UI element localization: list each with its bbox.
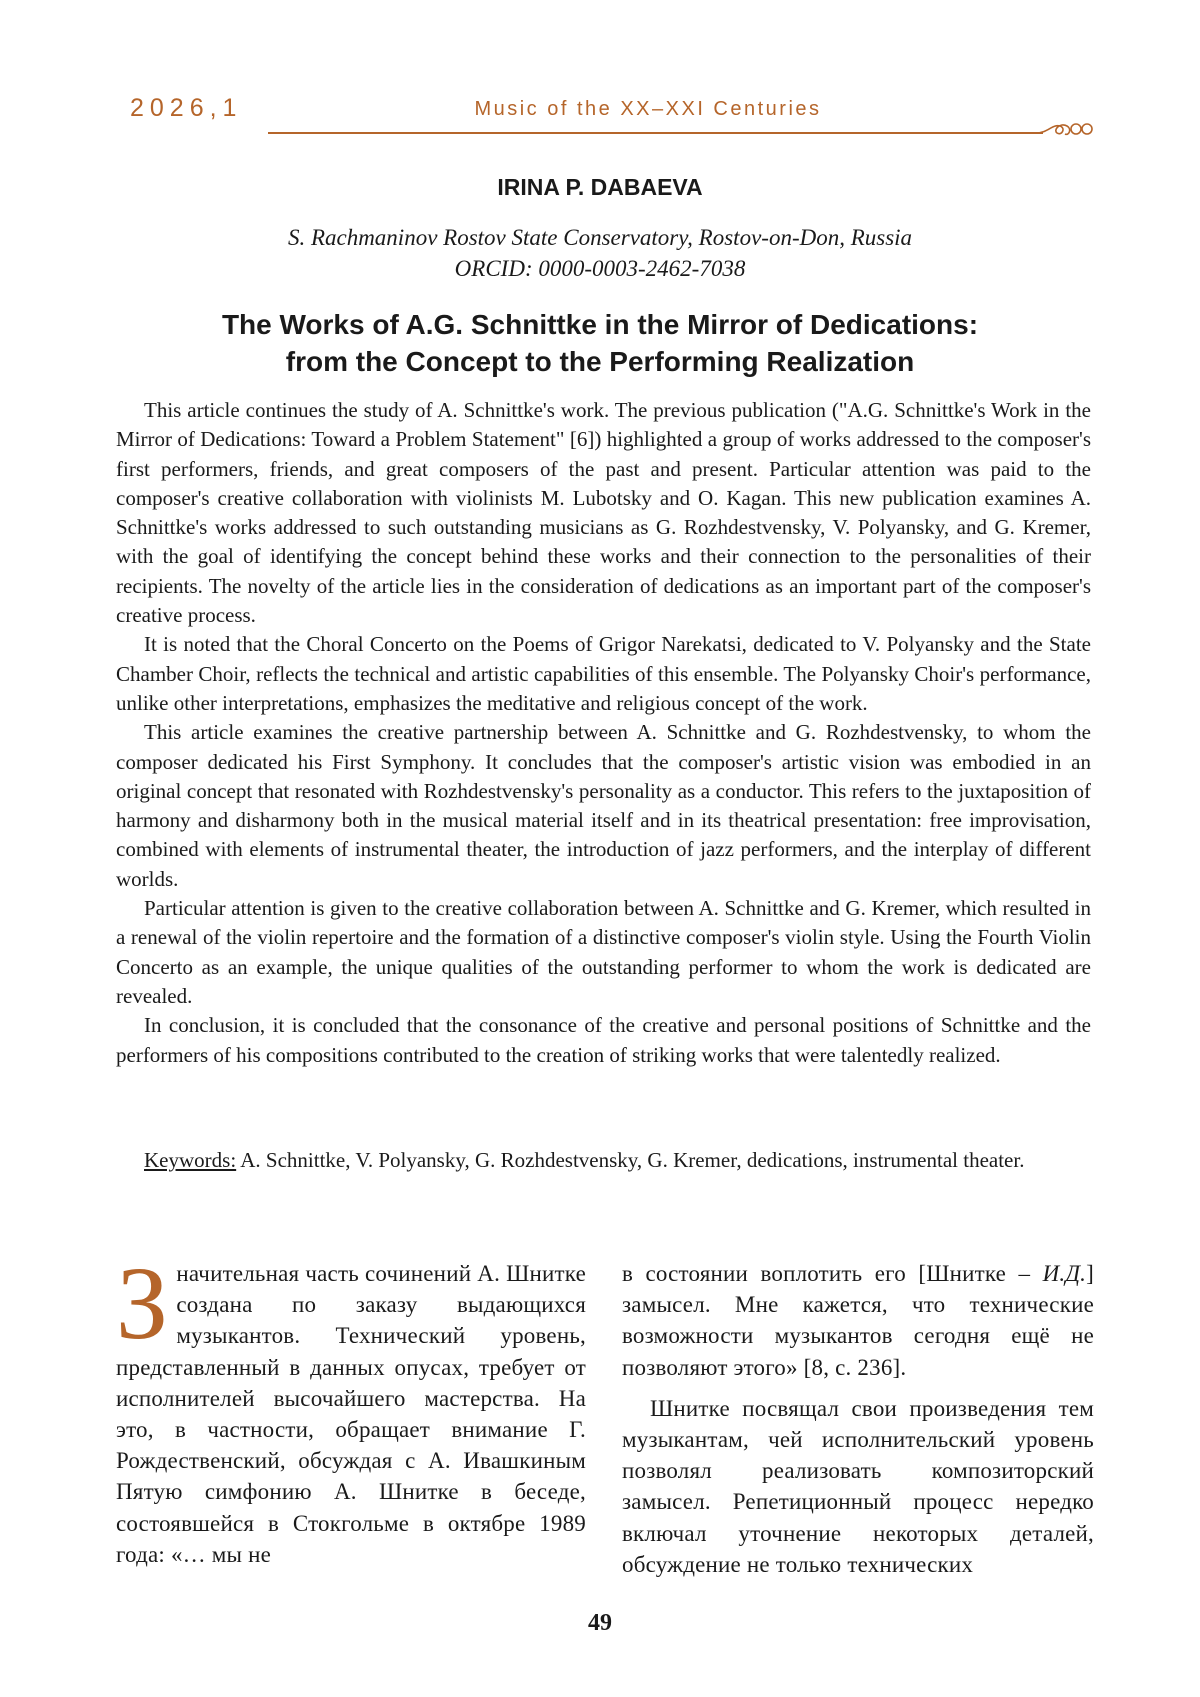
body-column-left <box>116 1246 586 1570</box>
title-line-2: from the Concept to the Performing Realization <box>285 346 915 377</box>
page-number: 49 <box>588 1610 612 1636</box>
article-title <box>0 306 1200 380</box>
quote-text-end: ] замысел. Мне кажется, что технические возможности музыкантов сегодня ещё не позволяют этого» [8, с. 236]. <box>622 1261 1094 1380</box>
abstract-paragraph: Particular attention is given to the creative collaboration between A. Schnittke and G. Kremer, which resulted in a renewal of the violin repertoire and the formation of a distinctive composer's violin style. Using the Fourth Violin Concerto as an example, the unique qualities of the outstanding performer to whom the work is dedicated are revealed. <box>116 896 1091 1008</box>
quote-text: в состоянии воплотить его [Шнитке – <box>622 1261 1043 1286</box>
body-column-right <box>622 1258 1094 1580</box>
flourish-ornament-icon <box>1036 114 1096 142</box>
header-rule <box>268 132 1043 134</box>
abstract <box>116 396 1091 1070</box>
keywords-text: A. Schnittke, V. Polyansky, G. Rozhdestvensky, G. Kremer, dedications, instrumental theater. <box>236 1148 1025 1172</box>
keywords-label: Keywords: <box>144 1148 237 1172</box>
abstract-paragraph: In conclusion, it is concluded that the consonance of the creative and personal positions of Schnittke and the performers of his compositions contributed to the creation of striking works that were talentedly realized. <box>116 1013 1091 1067</box>
issue-number: 2026,1 <box>130 94 243 122</box>
journal-title: Music of the XX–XXI Centuries <box>474 98 822 120</box>
body-paragraph <box>622 1258 1094 1383</box>
running-header <box>0 0 1200 150</box>
abstract-paragraph: This article examines the creative partnership between A. Schnittke and G. Rozhdestvensky, to whom the composer dedicated his First Symphony. It concludes that the composer's artistic vision was embodied in an original concept that resonated with Rozhdestvensky's personality as a conductor. This refers to the juxtaposition of harmony and disharmony both in the musical material itself and in its theatrical presentation: free improvisation, combined with elements of instrumental theater, the introduction of jazz performers, and the interplay of different worlds. <box>116 720 1091 891</box>
body-text-left: начительная часть сочинений А. Шнитке создана по заказу выдающихся музыкантов. Технический уровень, представленный в данных опусах, требует от исполнителей высочайшего мастерства. На это, в частности, обращает внимание Г. Рождественский, обсуждая с А. Ивашкиным Пятую симфонию А. Шнитке в беседе, состоявшейся в Стокгольме в октябре 1989 года: «… мы не <box>116 1261 586 1567</box>
author-affiliation-block <box>0 222 1200 284</box>
title-line-1: The Works of A.G. Schnittke in the Mirror of Dedications: <box>221 309 979 340</box>
abstract-paragraph: This article continues the study of A. Schnittke's work. The previous publication ("A.G. Schnittke's Work in the Mirror of Dedications: Toward a Problem Statement" [6]) highlighted a group of works addressed to the composer's first performers, friends, and great composers of the past and present. Particular attention was paid to the composer's creative collaboration with violinists M. Lubotsky and O. Kagan. This new publication examines A. Schnittke's works addressed to such outstanding musicians as G. Rozhdestvensky, V. Polyansky, and G. Kremer, with the goal of identifying the concept behind these works and their connection to the personalities of their recipients. The novelty of the article lies in the consideration of dedications as an important part of the composer's creative process. <box>116 398 1091 628</box>
orcid: ORCID: 0000-0003-2462-7038 <box>454 256 746 281</box>
abstract-paragraph: It is noted that the Choral Concerto on the Poems of Grigor Narekatsi, dedicated to V. Polyansky and the State Chamber Choir, reflects the technical and artistic capabilities of this ensemble. The Polyansky Choir's performance, unlike other interpretations, emphasizes the meditative and religious concept of the work. <box>116 632 1091 715</box>
keywords <box>116 1146 1091 1175</box>
body-paragraph: Шнитке посвящал свои произведения тем музыкантам, чей исполнительский уровень позволял реализовать композиторский замысел. Репетиционный процесс нередко включал уточнение некоторых деталей, обсуждение не только технических <box>622 1395 1094 1577</box>
drop-cap: З <box>116 1246 169 1361</box>
author-initials: И.Д. <box>1042 1261 1087 1286</box>
author-name: IRINA P. DABAEVA <box>497 174 703 200</box>
affiliation: S. Rachmaninov Rostov State Conservatory, Rostov-on-Don, Russia <box>287 225 913 250</box>
